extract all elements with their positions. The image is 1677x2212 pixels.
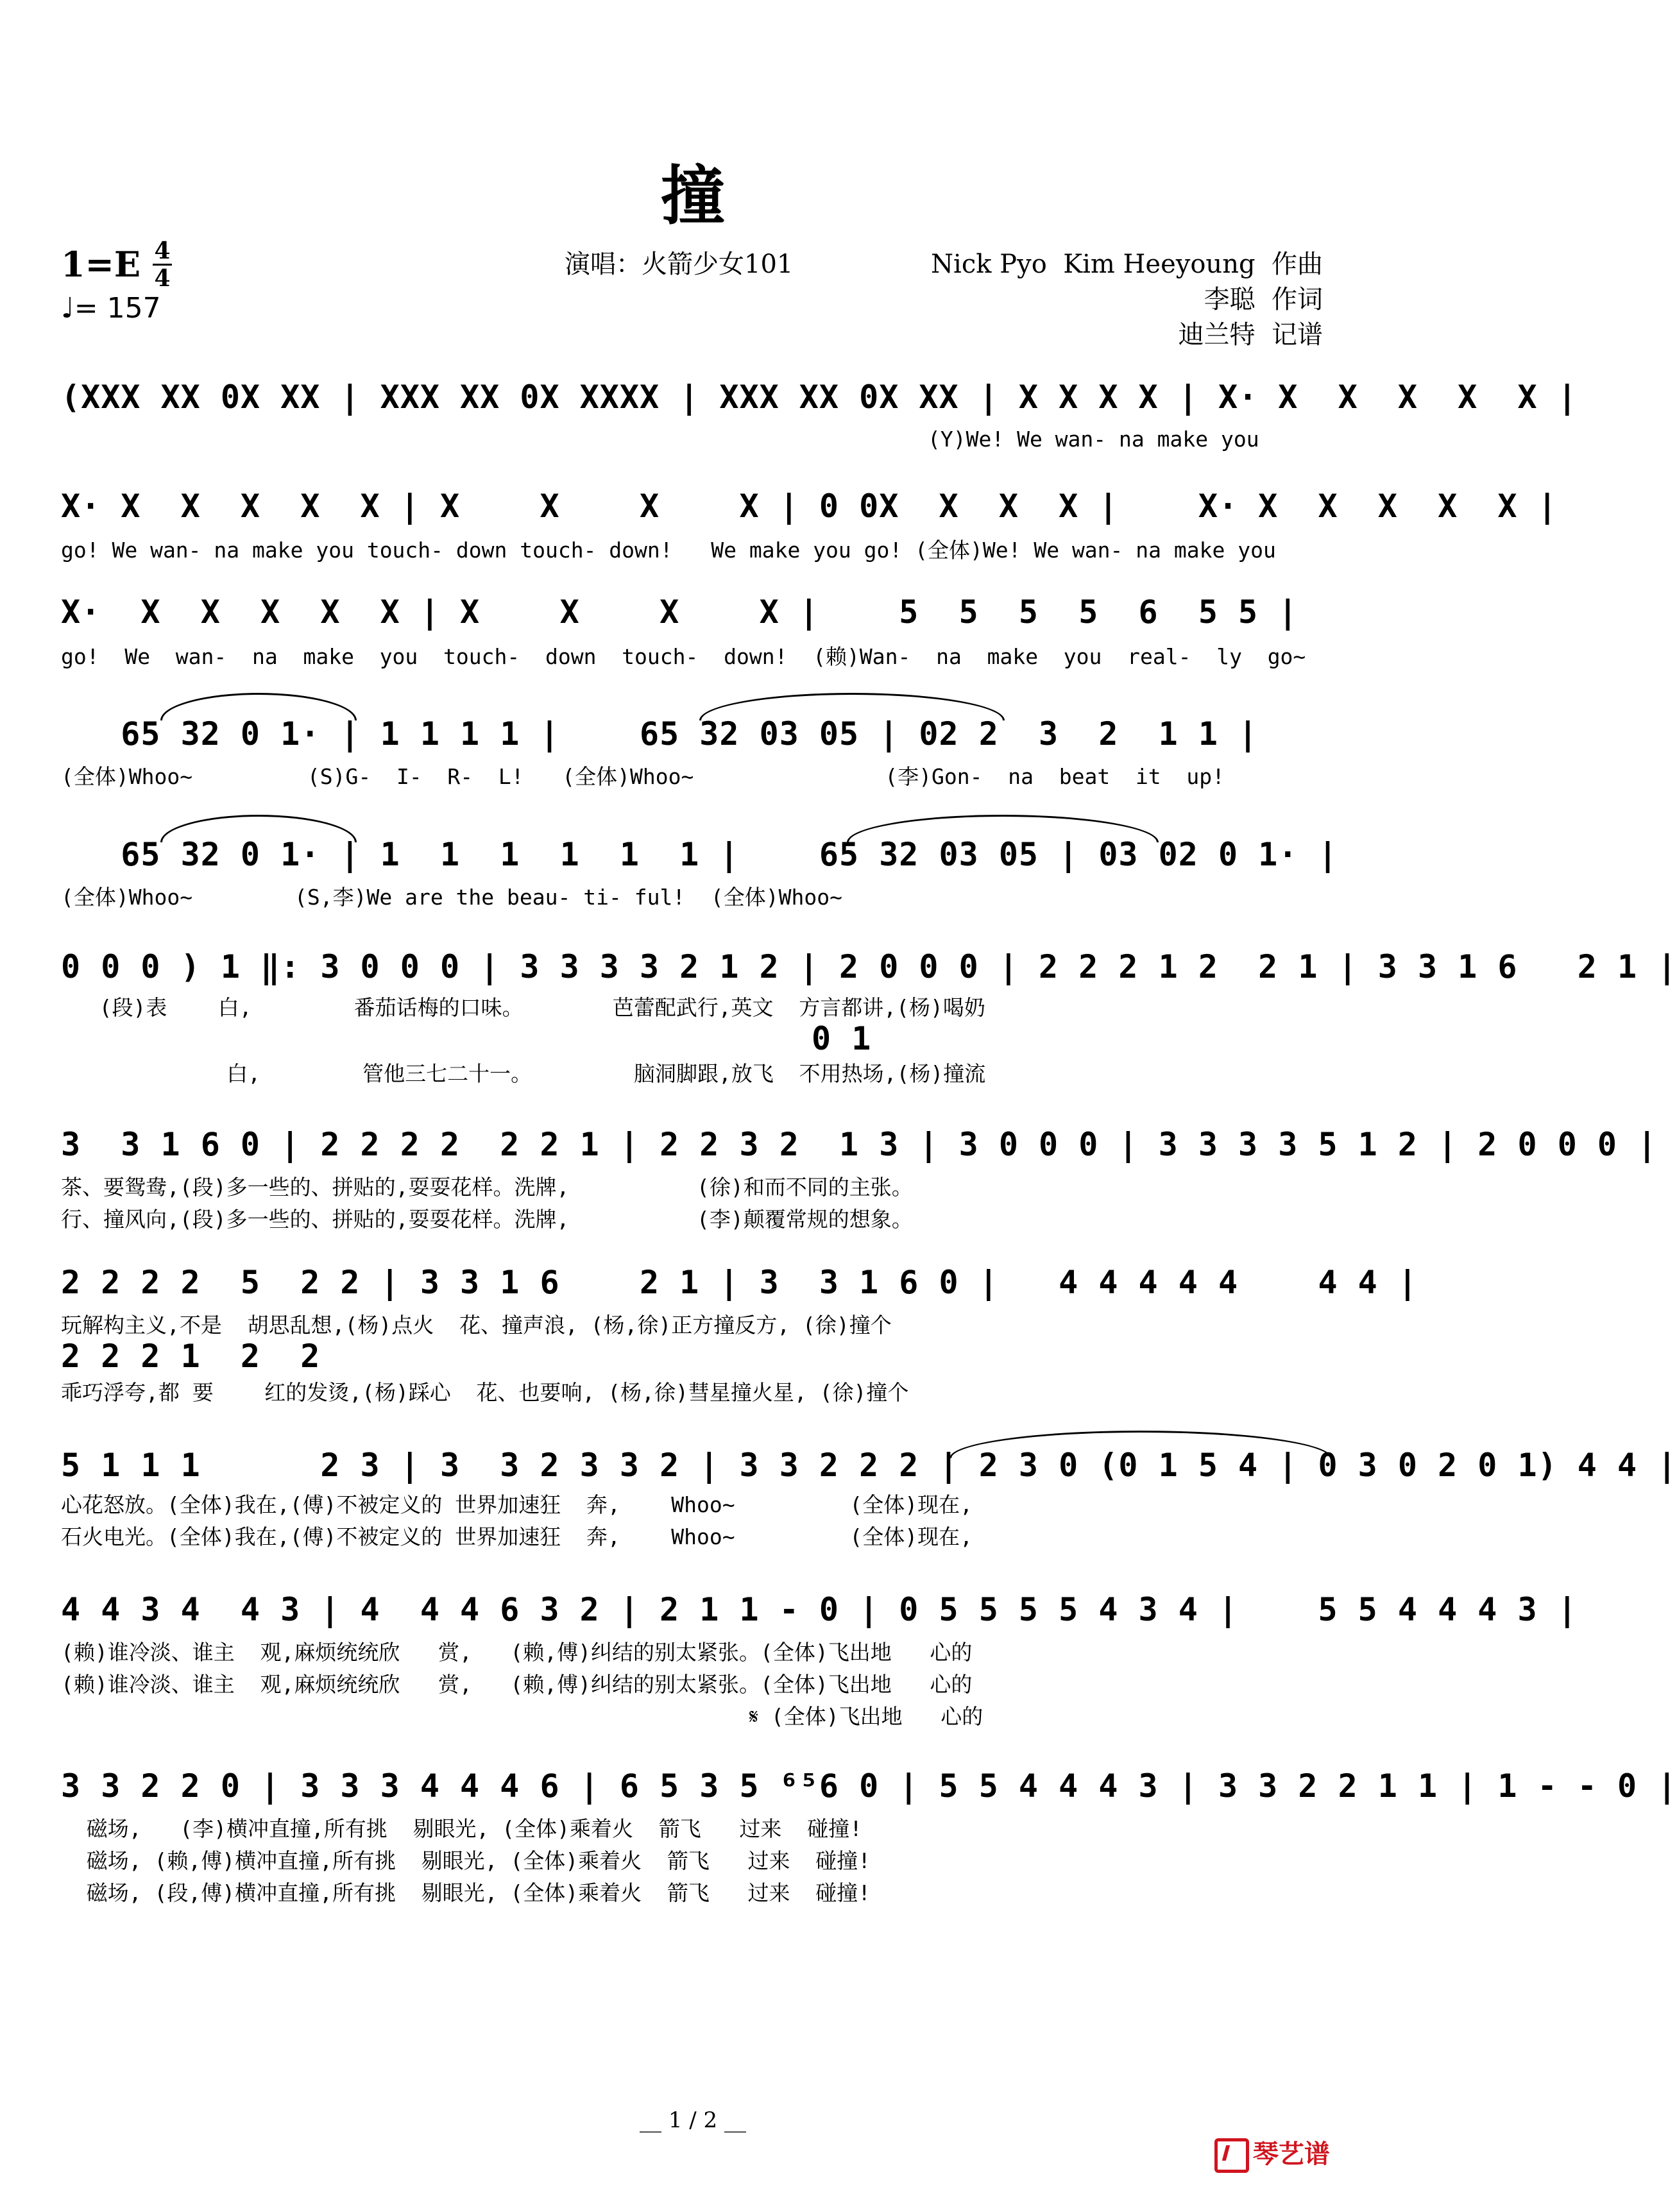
lyric-line-7b: 行、撞风向,(段)多一些的、拼贴的,耍耍花样。洗牌, (李)颠覆常规的想象。	[61, 1207, 913, 1232]
staff-line-10: 4 4 3 4 4 3 | 4 4 4 6 3 2 | 2 1 1 - 0 | 0 5 5 5 5 4 3 4 | 5 5 4 4 4 3 |	[61, 1591, 1578, 1628]
lyric-line-5a: (全体)Whoo~ (S,李)We are the beau- ti- ful! (全体)Whoo~	[61, 885, 842, 910]
page-number: __ 1 / 2 __	[640, 2107, 746, 2133]
staff-line-4: 65 32 0 1· | 1 1 1 1 | 65 32 03 05 | 02 2 3 2 1 1 |	[61, 715, 1259, 753]
singer-credit: 演唱：火箭少女101	[565, 250, 794, 279]
lyric-line-2a: go! We wan- na make you touch- down touch- down! We make you go! (全体)We! We wan- na make you	[61, 538, 1276, 563]
page-title: 撞	[661, 158, 725, 234]
lyric-line-11a: 磁场, (李)横冲直撞,所有挑 剔眼光, (全体)乘着火 箭飞 过来 碰撞!	[61, 1816, 862, 1841]
staff-line-2: X· X X X X X | X X X X | 0 0X X X X | X· X X X X X |	[61, 488, 1558, 525]
lyric-line-9a: 心花怒放。(全体)我在,(傅)不被定义的 世界加速狂 奔, Whoo~ (全体)现在,	[61, 1492, 973, 1517]
staff-line-6: 0 0 0 ) 1 ‖: 3 0 0 0 | 3 3 3 3 2 1 2 | 2 0 0 0 | 2 2 2 1 2 2 1 | 3 3 1 6 2 1 |	[61, 948, 1677, 985]
lyric-line-10a: (赖)谁冷淡、谁主 观,麻烦统统欣 赏, (赖,傅)纠结的别太紧张。(全体)飞出地 心的	[61, 1640, 973, 1665]
staff-line-3: X· X X X X X | X X X X | 5 5 5 5 6 5 5 |	[61, 593, 1298, 631]
staff-line-8: 2 2 2 2 5 2 2 | 3 3 1 6 2 1 | 3 3 1 6 0 | 4 4 4 4 4 4 4 |	[61, 1264, 1418, 1301]
lyric-line-11b: 磁场, (赖,傅)横冲直撞,所有挑 剔眼光, (全体)乘着火 箭飞 过来 碰撞!	[61, 1848, 871, 1873]
lyric-line-7a: 茶、要鸳鸯,(段)多一些的、拼贴的,耍耍花样。洗牌, (徐)和而不同的主张。	[61, 1175, 913, 1200]
lyric-line-9b: 石火电光。(全体)我在,(傅)不被定义的 世界加速狂 奔, Whoo~ (全体)现在,	[61, 1524, 973, 1549]
alternate-notes: 0 1	[812, 1020, 872, 1057]
lyric-line-11c: 磁场, (段,傅)横冲直撞,所有挑 剔眼光, (全体)乘着火 箭飞 过来 碰撞!	[61, 1880, 871, 1905]
lyric-line-8a: 玩解构主义,不是 胡思乱想,(杨)点火 花、撞声浪, (杨,徐)正方撞反方, (徐)撞个	[61, 1313, 892, 1338]
lyric-line-3a: go! We wan- na make you touch- down touch- down! (赖)Wan- na make you real- ly go~	[61, 644, 1306, 669]
lyric-line-10c: 𝄋 (全体)飞出地 心的	[61, 1704, 983, 1729]
tempo-marking: ♩= 157	[61, 292, 161, 325]
staff-line-11: 3 3 2 2 0 | 3 3 3 4 4 4 6 | 6 5 3 5 ⁶⁵6 0 | 5 5 4 4 4 3 | 3 3 2 2 1 1 | 1 - - 0 |	[61, 1767, 1677, 1805]
time-signature-top: 4	[154, 237, 171, 264]
staff-line-7: 3 3 1 6 0 | 2 2 2 2 2 2 1 | 2 2 3 2 1 3 | 3 0 0 0 | 3 3 3 3 5 1 2 | 2 0 0 0 |	[61, 1126, 1658, 1163]
lyric-line-10b: (赖)谁冷淡、谁主 观,麻烦统统欣 赏, (赖,傅)纠结的别太紧张。(全体)飞出地 心的	[61, 1672, 973, 1697]
composer-credit: Nick Pyo Kim Heeyoung 作曲	[931, 250, 1323, 279]
lyric-line-8b: 乖巧浮夸,都 要 红的发烫,(杨)踩心 花、也要响, (杨,徐)彗星撞火星, (徐)撞个	[61, 1380, 909, 1405]
lyric-line-6b: 白, 管他三七二十一。 脑洞脚跟,放飞 不用热场,(杨)撞流	[61, 1061, 986, 1086]
staff-line-8b: 2 2 2 1 2 2	[61, 1338, 321, 1375]
staff-line-9: 5 1 1 1 2 3 | 3 3 2 3 3 2 | 3 3 2 2 2 | 2 3 0 (0 1 5 4 | 0 3 0 2 0 1) 4 4 |	[61, 1447, 1677, 1484]
staff-line-5: 65 32 0 1· | 1 1 1 1 1 1 | 65 32 03 05 | 03 02 0 1· |	[61, 836, 1338, 873]
time-signature-bottom: 4	[154, 265, 171, 292]
lyric-line-1a: (Y)We! We wan- na make you	[61, 427, 1259, 452]
time-signature	[153, 239, 172, 291]
transcriber-credit: 迪兰特 记谱	[1178, 320, 1323, 350]
logo-text: 琴艺谱	[1252, 2140, 1330, 2169]
staff-line-1: (XXX XX 0X XX | XXX XX 0X XXXX | XXX XX 0X XX | X X X X | X· X X X X X |	[61, 379, 1578, 416]
lyricist-credit: 李聪 作词	[1204, 285, 1323, 314]
lyric-line-4a: (全体)Whoo~ (S)G- I- R- L! (全体)Whoo~ (李)Gon- na beat it up!	[61, 764, 1225, 789]
site-logo	[1196, 2104, 1330, 2173]
lyric-line-6a: (段)表 白, 番茄话梅的口味。 芭蕾配武行,英文 方言都讲,(杨)喝奶	[61, 995, 985, 1020]
logo-icon	[1214, 2138, 1249, 2173]
key-signature: 1=E	[61, 244, 140, 285]
